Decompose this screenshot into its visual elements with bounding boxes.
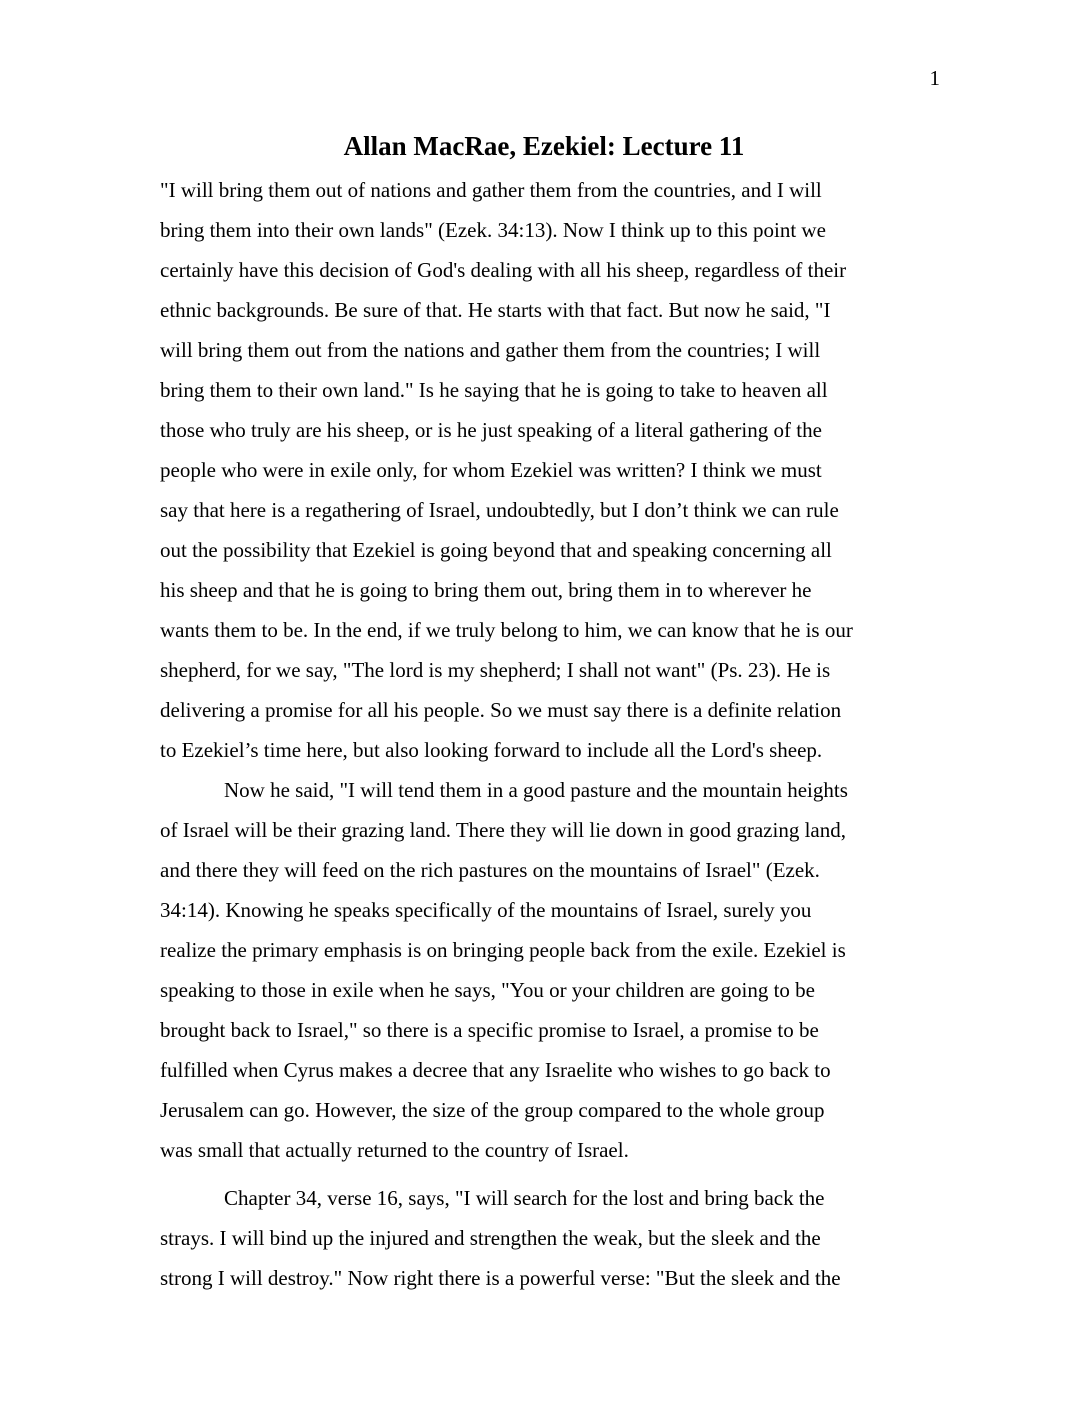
text-line: fulfilled when Cyrus makes a decree that any Israelite who wishes to go back to — [160, 1058, 831, 1082]
text-line: was small that actually returned to the country of Israel. — [160, 1138, 629, 1162]
text-line: those who truly are his sheep, or is he just speaking of a literal gathering of the — [160, 418, 822, 442]
page-title: Allan MacRae, Ezekiel: Lecture 11 — [343, 131, 745, 161]
text-line: strong I will destroy." Now right there is a powerful verse: "But the sleek and the — [160, 1266, 841, 1290]
text-line: 34:14). Knowing he speaks specifically of the mountains of Israel, surely you — [160, 898, 812, 922]
paragraph-1 — [160, 170, 928, 770]
text-line: to Ezekiel’s time here, but also looking forward to include all the Lord's sheep. — [160, 738, 823, 762]
text-line: delivering a promise for all his people. So we must say there is a definite relation — [160, 698, 842, 722]
paragraph-3 — [160, 1178, 928, 1298]
text-line: his sheep and that he is going to bring them out, bring them in to wherever he — [160, 578, 812, 602]
paragraph-2 — [160, 770, 928, 1170]
text-line: bring them to their own land." Is he saying that he is going to take to heaven all — [160, 378, 828, 402]
text-line: wants them to be. In the end, if we truly belong to him, we can know that he is our — [160, 618, 853, 642]
page-number: 1 — [929, 66, 940, 90]
text-line: will bring them out from the nations and gather them from the countries; I will — [160, 338, 821, 362]
paragraph-spacer — [160, 1170, 928, 1178]
text-line: out the possibility that Ezekiel is going beyond that and speaking concerning all — [160, 538, 832, 562]
text-line: "I will bring them out of nations and gather them from the countries, and I will — [160, 178, 822, 202]
text-line: strays. I will bind up the injured and strengthen the weak, but the sleek and the — [160, 1226, 821, 1250]
text-line: say that here is a regathering of Israel, undoubtedly, but I don’t think we can rule — [160, 498, 839, 522]
text-line: Now he said, "I will tend them in a good pasture and the mountain heights — [224, 778, 848, 802]
text-line: speaking to those in exile when he says, "You or your children are going to be — [160, 978, 815, 1002]
text-line: bring them into their own lands" (Ezek. 34:13). Now I think up to this point we — [160, 218, 826, 242]
text-line: and there they will feed on the rich pastures on the mountains of Israel" (Ezek. — [160, 858, 820, 882]
text-line: realize the primary emphasis is on bringing people back from the exile. Ezekiel is — [160, 938, 846, 962]
text-line: Jerusalem can go. However, the size of the group compared to the whole group — [160, 1098, 825, 1122]
text-line: certainly have this decision of God's dealing with all his sheep, regardless of their — [160, 258, 847, 282]
text-line: brought back to Israel," so there is a specific promise to Israel, a promise to be — [160, 1018, 819, 1042]
text-line: shepherd, for we say, "The lord is my shepherd; I shall not want" (Ps. 23). He is — [160, 658, 831, 682]
text-line: people who were in exile only, for whom Ezekiel was written? I think we must — [160, 458, 822, 482]
text-line: Chapter 34, verse 16, says, "I will search for the lost and bring back the — [224, 1186, 825, 1210]
text-line: of Israel will be their grazing land. There they will lie down in good grazing land, — [160, 818, 846, 842]
document-body — [160, 170, 928, 1298]
text-line: ethnic backgrounds. Be sure of that. He starts with that fact. But now he said, "I — [160, 298, 831, 322]
